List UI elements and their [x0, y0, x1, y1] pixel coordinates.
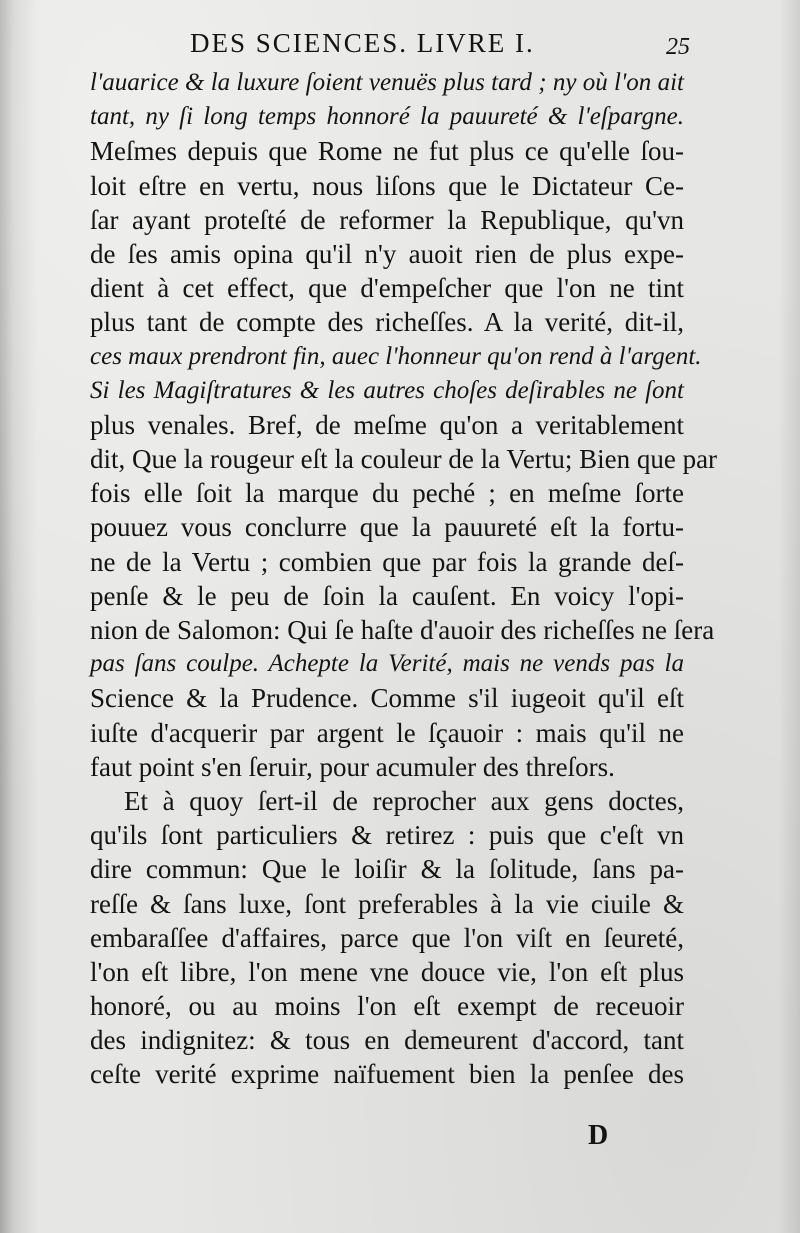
page-header — [190, 28, 690, 62]
text-line: Si les Magiſtratures & les autres choſes deſirables ne ſont — [90, 376, 684, 404]
text-line: dient à cet effect, que d'empeſcher que l'on ne tint — [90, 273, 684, 304]
text-line: ne de la Vertu ; combien que par fois la grande deſ- — [90, 546, 684, 577]
text-line: de ſes amis opina qu'il n'y auoit rien de plus expe- — [90, 238, 684, 269]
text-line: Science & la Prudence. Comme s'il iugeoit qu'il eſt — [90, 683, 684, 714]
page-number: 25 — [666, 34, 690, 60]
text-line: pouuez vous conclurre que la pauureté eſt la fortu- — [90, 512, 684, 543]
text-line: plus tant de compte des richeſſes. A la verité, dit-il, — [90, 307, 684, 338]
body-text — [90, 66, 718, 1092]
text-line: ces maux prendront fin, auec l'honneur qu'on rend à l'argent. — [90, 342, 702, 370]
text-line: ceſte verité exprime naïfuement bien la penſee des — [90, 1059, 684, 1090]
text-line: Et à quoy ſert-il de reprocher aux gens doctes, — [124, 785, 684, 816]
text-line: honoré, ou au moins l'on eſt exempt de receuoir — [90, 991, 684, 1022]
text-line: nion de Salomon: Qui ſe haſte d'auoir des richeſſes ne ſera — [90, 615, 715, 645]
text-line: des indignitez: & tous en demeurent d'accord, tant — [90, 1025, 684, 1056]
running-head: DES SCIENCES. LIVRE I. — [190, 28, 535, 58]
text-line: plus venales. Bref, de meſme qu'on a veritablement — [90, 409, 684, 440]
text-line: tant, ny ſi long temps honnoré la pauureté & l'eſpargne. — [90, 103, 684, 131]
text-line: qu'ils ſont particuliers & retirez : puis que c'eſt vn — [90, 820, 684, 851]
text-line: pas ſans coulpe. Achepte la Verité, mais ne vends pas la — [90, 650, 684, 678]
text-line: ſar ayant proteſté de reformer la Republique, qu'vn — [90, 204, 684, 235]
signature-mark: D — [588, 1120, 609, 1151]
text-line: fois elle ſoit la marque du peché ; en meſme ſorte — [90, 478, 684, 509]
text-line: embaraſſee d'affaires, parce que l'on viſt en ſeureté, — [90, 922, 684, 953]
text-line: faut point s'en ſeruir, pour acumuler des threſors. — [90, 751, 615, 782]
text-line: l'on eſt libre, l'on mene vne douce vie, l'on eſt plus — [90, 956, 684, 987]
text-line: dire commun: Que le loiſir & la ſolitude, ſans pa- — [90, 854, 684, 885]
text-line: l'auarice & la luxure ſoient venuës plus tard ; ny où l'on ait — [90, 69, 684, 96]
text-line: Meſmes depuis que Rome ne fut plus ce qu'elle ſou- — [90, 136, 684, 167]
text-line: loit eſtre en vertu, nous liſons que le Dictateur Ce- — [90, 170, 684, 201]
text-line: iuſte d'acquerir par argent le ſçauoir : mais qu'il ne — [90, 717, 684, 748]
text-line: penſe & le peu de ſoin la cauſent. En voicy l'opi- — [90, 580, 684, 611]
text-line: dit, Que la rougeur eſt la couleur de la Vertu; Bien que par — [90, 444, 718, 475]
text-line: reſſe & ſans luxe, ſont preferables à la vie ciuile & — [90, 888, 684, 919]
